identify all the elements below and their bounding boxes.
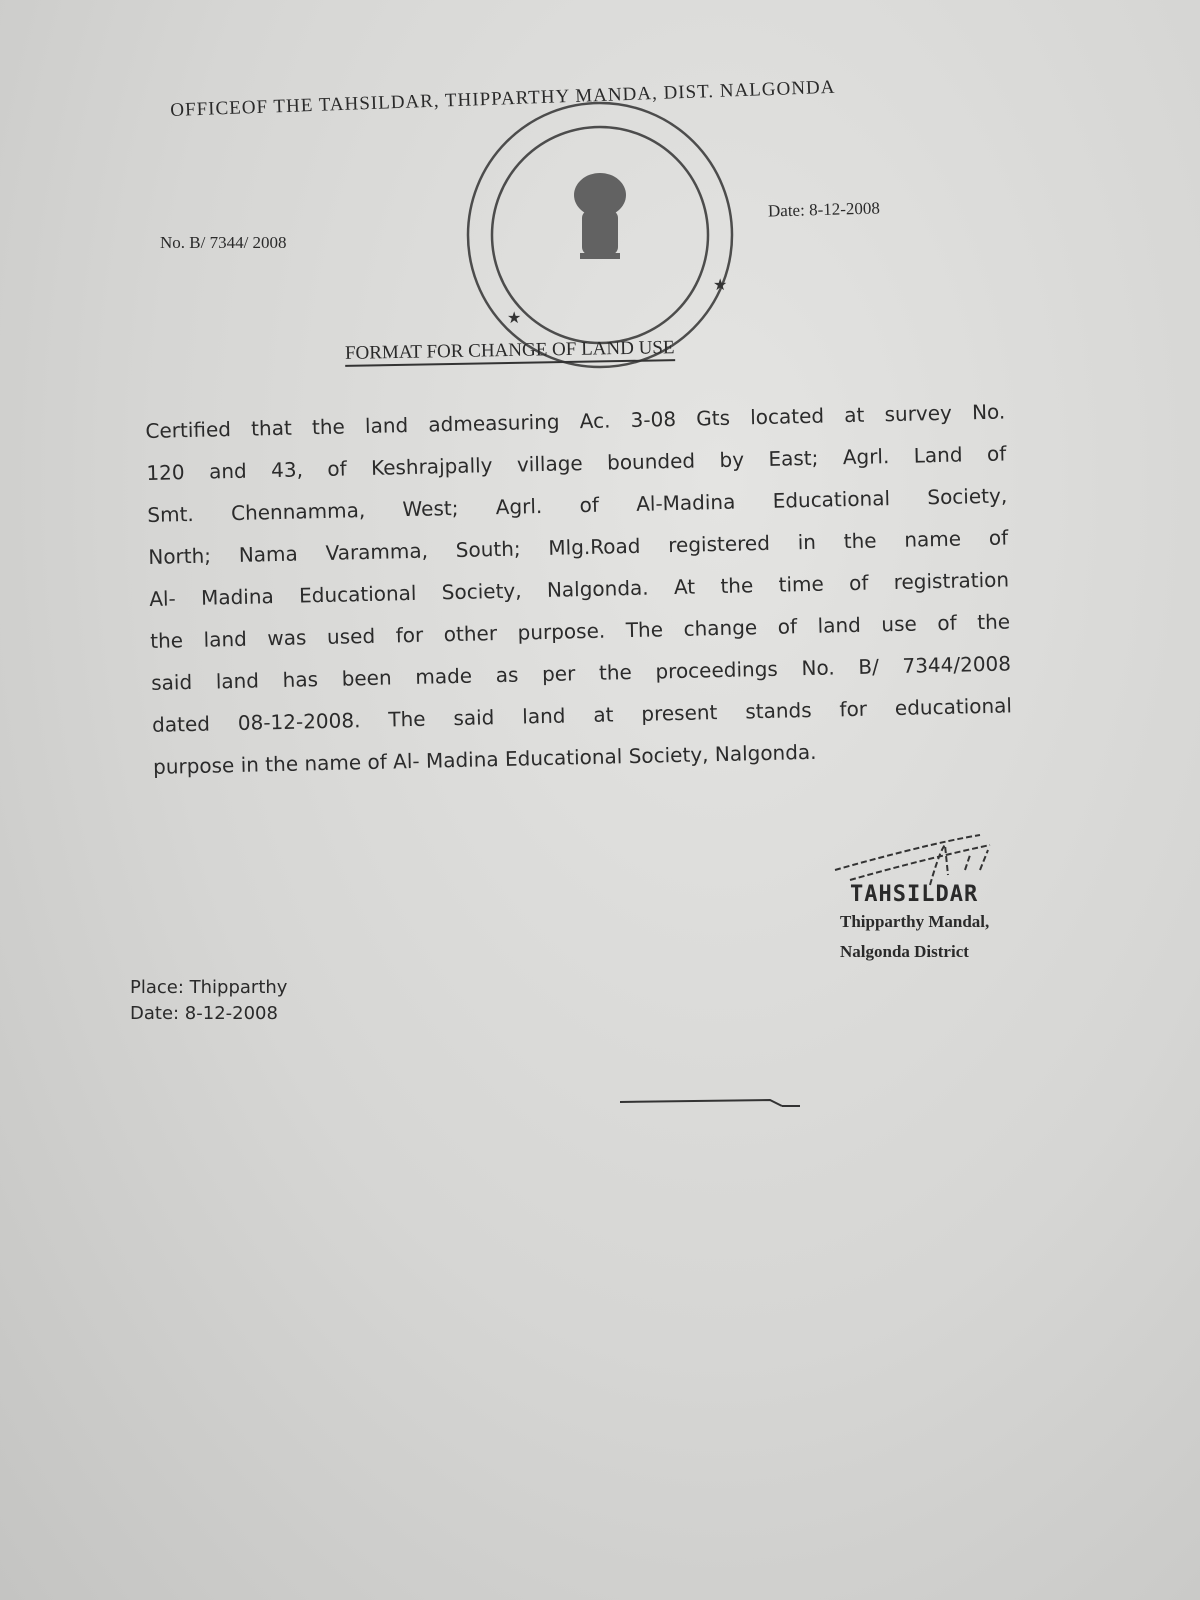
body-line: Smt. Chennamma, West; Agrl. of Al-Madina Educational Society, — [147, 483, 1008, 527]
body-line: purpose in the name of Al- Madina Educational Society, Nalgonda. — [152, 739, 817, 779]
signatory-district: Nalgonda District — [840, 942, 969, 961]
place: Place: Thipparthy — [130, 977, 288, 998]
body-line: dated 08-12-2008. The said land at present stands for educational — [151, 693, 1013, 737]
issue-date: Date: 8-12-2008 — [130, 1003, 278, 1024]
body-line: 120 and 43, of Keshrajpally village bounded by East; Agrl. Land of — [146, 441, 1007, 485]
pen-mark — [620, 1090, 820, 1114]
body-line: the land was used for other purpose. The change of land use of the — [149, 609, 1011, 653]
emblem-icon — [574, 173, 626, 259]
body-line: Al- Madina Educational Society, Nalgonda. At the time of registration — [149, 567, 1010, 611]
reference-date: Date: 8-12-2008 — [767, 198, 881, 221]
signatory-title: TAHSILDAR — [850, 882, 979, 907]
body-line: North; Nama Varamma, South; Mlg.Road registered in the name of — [148, 525, 1009, 569]
certificate-body — [145, 390, 1013, 787]
format-title: FORMAT FOR CHANGE OF LAND USE — [345, 337, 675, 367]
place-date-block — [130, 975, 287, 1027]
office-header: OFFICEOF THE TAHSILDAR, THIPPARTHY MANDA, DIST. NALGONDA — [170, 76, 836, 121]
svg-text:★: ★ — [713, 275, 728, 294]
reference-number: No. B/ 7344/ 2008 — [160, 233, 287, 252]
signatory-mandal: Thipparthy Mandal, — [840, 912, 990, 931]
svg-text:★: ★ — [507, 308, 522, 327]
body-line: Certified that the land admeasuring Ac. 3-08 Gts located at survey No. — [145, 399, 1006, 443]
signature-block — [830, 820, 1070, 961]
body-line: said land has been made as per the proceedings No. B/ 7344/2008 — [150, 651, 1012, 695]
